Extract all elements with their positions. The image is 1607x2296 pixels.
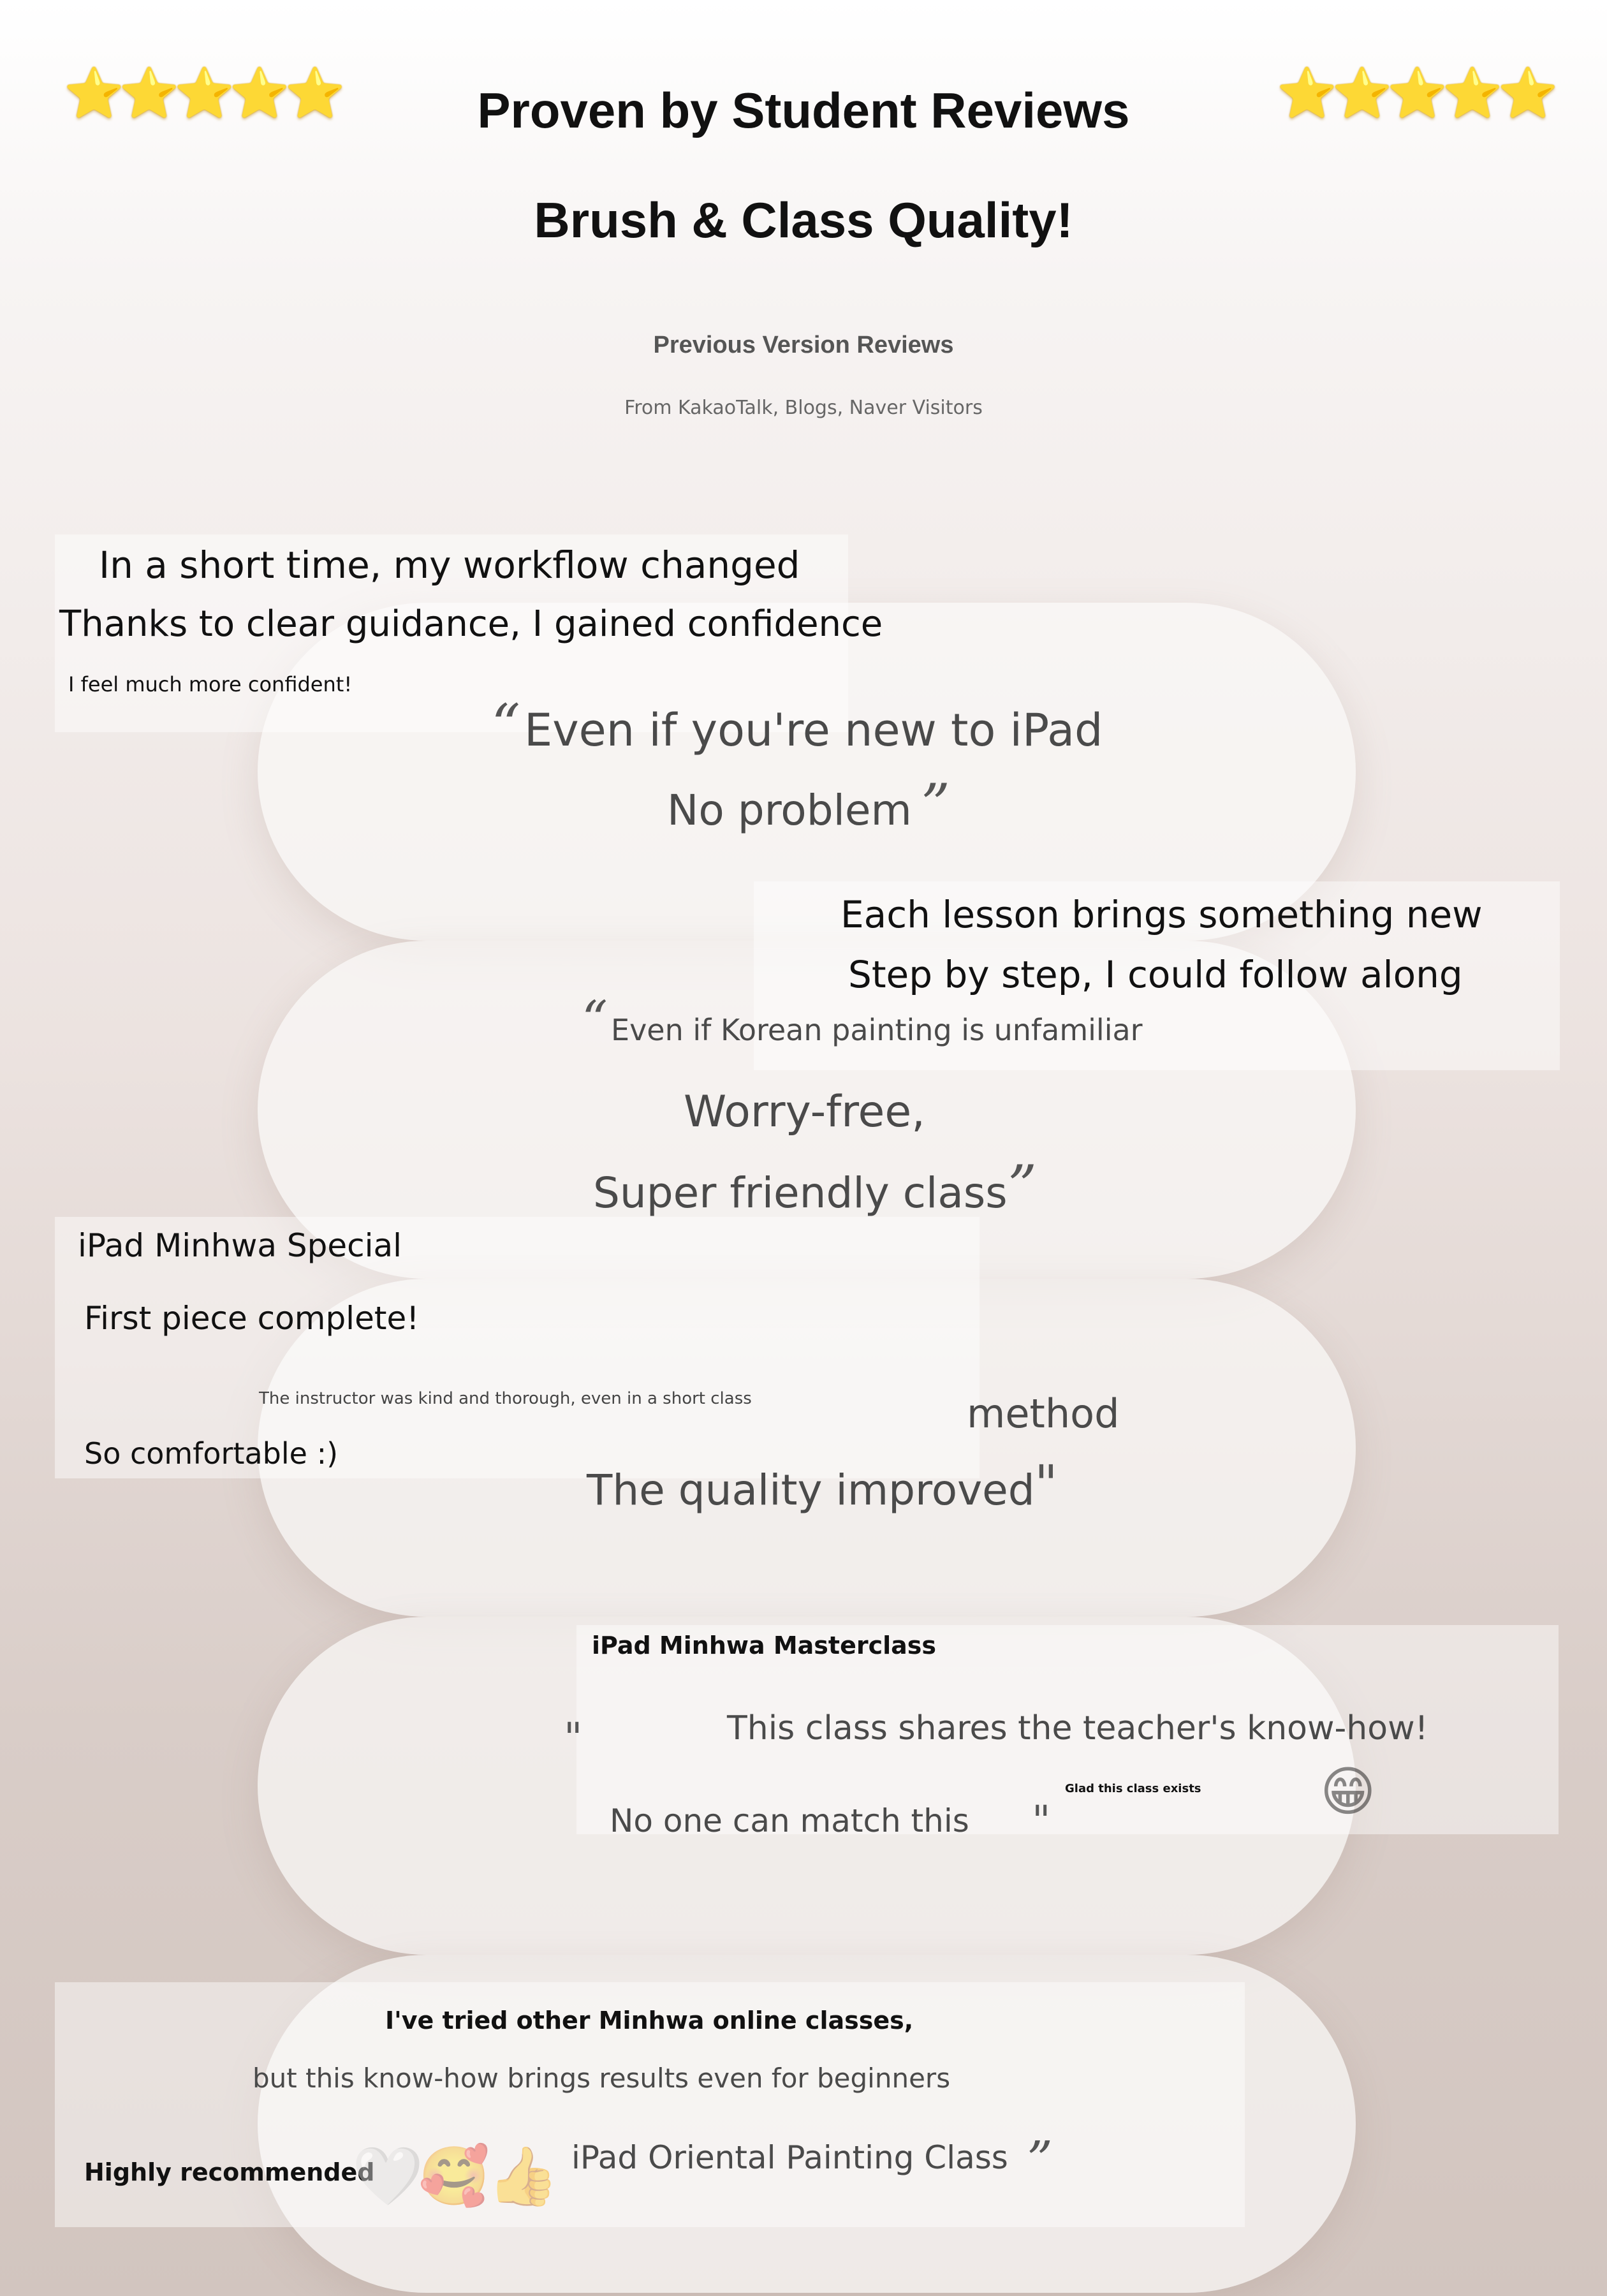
open-quote-mark: “: [582, 990, 608, 1049]
review-text: I feel much more confident!: [68, 672, 353, 696]
review-text: Each lesson brings something new: [840, 893, 1483, 936]
grinning-face-icon: 😁: [1320, 1760, 1376, 1823]
quote-text: iPad Oriental Painting Class: [571, 2139, 1008, 2176]
heart-emoji-icon: 🤍: [352, 2143, 424, 2210]
review-text: So comfortable :): [84, 1436, 339, 1471]
quote-text: No one can match this: [610, 1802, 969, 1839]
review-text: I've tried other Minhwa online classes,: [385, 2006, 914, 2035]
section-label: Previous Version Reviews: [653, 332, 954, 358]
review-title: iPad Minhwa Masterclass: [592, 1631, 937, 1659]
open-quote-mark: “: [491, 692, 521, 759]
review-text: Highly recommended: [84, 2158, 375, 2186]
review-text: In a short time, my workflow changed: [99, 543, 800, 587]
review-text: The instructor was kind and thorough, even in a short class: [259, 1389, 752, 1408]
review-text: Thanks to clear guidance, I gained confidence: [59, 603, 883, 645]
quote-text: No problem: [667, 786, 912, 835]
review-text: First piece complete!: [84, 1300, 420, 1337]
review-text: Step by step, I could follow along: [848, 953, 1463, 996]
close-quote-mark: ”: [921, 772, 951, 839]
star-icon: ⭐⭐⭐⭐⭐: [1277, 64, 1553, 121]
close-quote-mark: ": [1032, 1797, 1051, 1844]
smiling-face-hearts-icon: 🥰: [418, 2143, 490, 2210]
quote-text: Super friendly class: [593, 1168, 1008, 1218]
quote-text: This class shares the teacher's know-how!: [727, 1709, 1428, 1748]
quote-text: Worry-free,: [684, 1087, 925, 1137]
open-quote-mark: ": [564, 1714, 583, 1762]
star-icon: ⭐⭐⭐⭐⭐: [64, 64, 341, 121]
quote-text: Even if Korean painting is unfamiliar: [611, 1013, 1143, 1047]
review-text: Glad this class exists: [1065, 1782, 1201, 1795]
review-text: iPad Minhwa Special: [78, 1227, 402, 1264]
review-source: From KakaoTalk, Blogs, Naver Visitors: [624, 397, 983, 419]
review-text: but this know-how brings results even for beginners: [253, 2063, 951, 2094]
quote-text: Even if you're new to iPad: [524, 704, 1103, 756]
quote-text: The quality improved: [587, 1466, 1035, 1515]
close-quote-mark: ": [1034, 1454, 1058, 1513]
page-subtitle: Brush & Class Quality!: [534, 192, 1073, 248]
close-quote-mark: ”: [1027, 2130, 1053, 2189]
thumbs-up-icon: 👍: [487, 2143, 559, 2210]
page-title: Proven by Student Reviews: [477, 82, 1130, 138]
close-quote-mark: ”: [1008, 1153, 1038, 1220]
quote-text: method: [967, 1390, 1120, 1437]
